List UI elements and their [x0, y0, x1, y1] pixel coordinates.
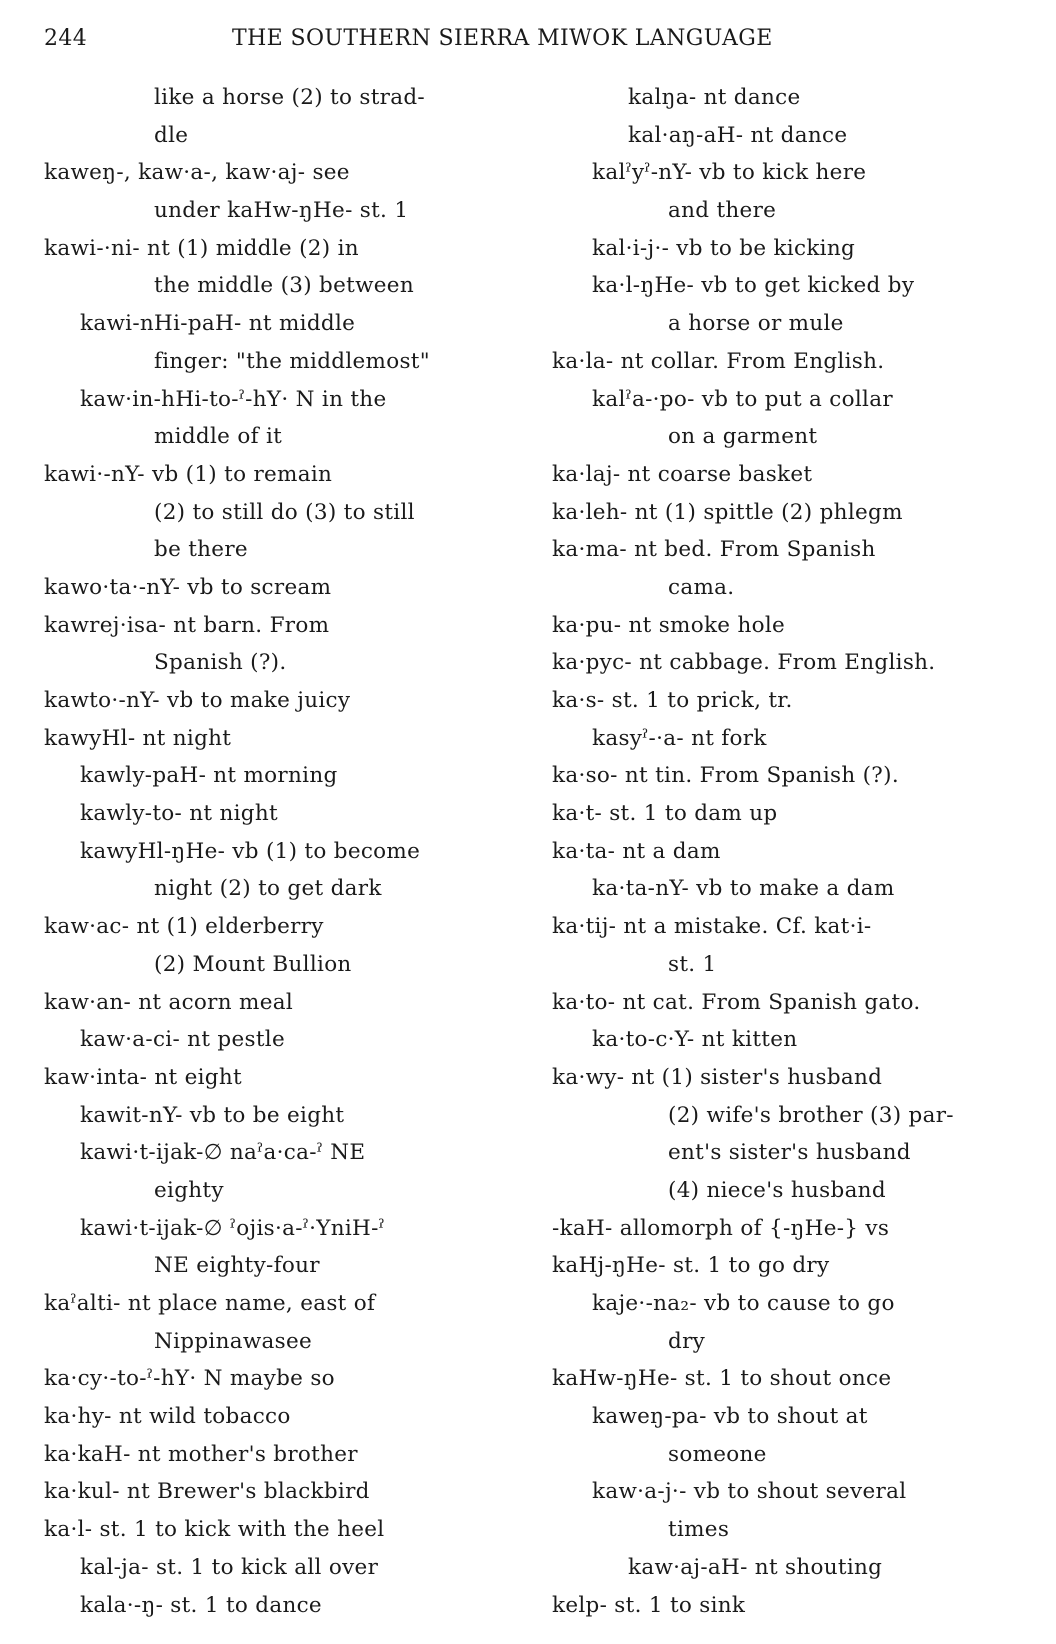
dictionary-entry-line: (2) to still do (3) to still	[154, 499, 415, 525]
dictionary-entry-line: kalŋa- nt dance	[628, 85, 801, 110]
dictionary-entry-line: kaw·a-ci- nt pestle	[80, 1027, 285, 1053]
dictionary-entry-line: night (2) to get dark	[154, 876, 382, 902]
dictionary-entry-line: ka·ta-nY- vb to make a dam	[592, 876, 895, 902]
dictionary-entry-line: cama.	[668, 574, 735, 600]
dictionary-entry-line: eighty	[154, 1177, 224, 1203]
dictionary-entry-line: (4) niece's husband	[668, 1177, 886, 1203]
dictionary-entry-headword-line: kaw·ac- nt (1) elderberry	[44, 914, 324, 940]
dictionary-entry-line: kaw·aj-aH- nt shouting	[628, 1554, 883, 1580]
dictionary-entry-line: kal·aŋ-aH- nt dance	[628, 122, 848, 148]
dictionary-entry-line: kaje·-na₂- vb to cause to go	[592, 1291, 895, 1316]
dictionary-entry-line: ka·to-c·Y- nt kitten	[592, 1027, 798, 1053]
dictionary-entry-line: times	[668, 1517, 730, 1543]
dictionary-entry-headword-line: ka·t- st. 1 to dam up	[552, 801, 778, 827]
dictionary-entry-headword-line: ka·ma- nt bed. From Spanish	[552, 537, 876, 563]
dictionary-entry-headword-line: ka·hy- nt wild tobacco	[44, 1404, 291, 1430]
dictionary-entry-line: ent's sister's husband	[668, 1140, 911, 1166]
dictionary-entry-line: kawit-nY- vb to be eight	[80, 1102, 345, 1128]
dictionary-entry-line: kawly-paH- nt morning	[80, 763, 338, 789]
dictionary-entry-line: kawly-to- nt night	[80, 801, 278, 827]
dictionary-entry-headword-line: -kaH- allomorph of {-ŋHe-} vs	[552, 1215, 890, 1241]
page-header	[0, 26, 1056, 56]
dictionary-entry-line: dle	[154, 122, 189, 148]
dictionary-entry-headword-line: kawi-·ni- nt (1) middle (2) in	[44, 235, 359, 261]
dictionary-entry-headword-line: kaˀalti- nt place name, east of	[44, 1291, 376, 1316]
dictionary-entry-line: like a horse (2) to strad-	[154, 85, 425, 110]
dictionary-entry-headword-line: ka·wy- nt (1) sister's husband	[552, 1064, 883, 1090]
running-title: THE SOUTHERN SIERRA MIWOK LANGUAGE	[232, 26, 773, 51]
dictionary-entry-headword-line: ka·so- nt tin. From Spanish (?).	[552, 763, 899, 789]
dictionary-entry-line: kaweŋ-pa- vb to shout at	[592, 1404, 868, 1430]
dictionary-entry-line: on a garment	[668, 424, 818, 450]
left-column	[44, 79, 524, 1624]
dictionary-entry-line: dry	[668, 1328, 706, 1354]
dictionary-entry-line: kawyHl-ŋHe- vb (1) to become	[80, 838, 421, 864]
dictionary-entry-headword-line: ka·laj- nt coarse basket	[552, 461, 813, 487]
dictionary-entry-line: kal·i-j·- vb to be kicking	[592, 235, 856, 261]
dictionary-entry-line: Spanish (?).	[154, 650, 287, 676]
dictionary-entry-line: the middle (3) between	[154, 273, 414, 299]
dictionary-entry-headword-line: ka·s- st. 1 to prick, tr.	[552, 688, 793, 713]
dictionary-entry-headword-line: kawrej·isa- nt barn. From	[44, 612, 330, 638]
dictionary-entry-headword-line: ka·l- st. 1 to kick with the heel	[44, 1517, 385, 1543]
dictionary-entry-headword-line: ka·leh- nt (1) spittle (2) phlegm	[552, 499, 903, 525]
dictionary-entry-line: (2) wife's brother (3) par-	[668, 1102, 954, 1128]
dictionary-entry-line: kaw·in-hHi-to-ˀ-hY· N in the	[80, 386, 387, 412]
dictionary-entry-line: kal-ja- st. 1 to kick all over	[80, 1554, 379, 1580]
dictionary-entry-headword-line: ka·pyc- nt cabbage. From English.	[552, 650, 936, 676]
dictionary-entry-line: kala·-ŋ- st. 1 to dance	[80, 1592, 322, 1618]
dictionary-entry-line: kaw·a-j·- vb to shout several	[592, 1479, 907, 1505]
dictionary-entry-line: someone	[668, 1441, 767, 1467]
dictionary-entry-line: NE eighty-four	[154, 1253, 320, 1279]
dictionary-entry-headword-line: ka·tij- nt a mistake. Cf. kat·i-	[552, 914, 872, 940]
dictionary-entry-line: under kaHw-ŋHe- st. 1	[154, 198, 409, 224]
dictionary-entry-line: finger: "the middlemost"	[154, 348, 430, 374]
dictionary-entry-headword-line: ka·pu- nt smoke hole	[552, 612, 786, 638]
dictionary-entry-headword-line: kawto·-nY- vb to make juicy	[44, 688, 351, 713]
dictionary-entry-line: kalˀyˀ-nY- vb to kick here	[592, 160, 867, 186]
dictionary-entry-line: ka·l-ŋHe- vb to get kicked by	[592, 273, 915, 299]
dictionary-entry-line: kasyˀ-·a- nt fork	[592, 725, 767, 751]
dictionary-entry-headword-line: ka·kul- nt Brewer's blackbird	[44, 1479, 370, 1505]
dictionary-entry-headword-line: kaweŋ-, kaw·a-, kaw·aj- see	[44, 160, 350, 186]
dictionary-entry-headword-line: kawo·ta·-nY- vb to scream	[44, 574, 332, 600]
dictionary-entry-headword-line: ka·to- nt cat. From Spanish gato.	[552, 989, 921, 1015]
dictionary-entry-line: middle of it	[154, 424, 283, 450]
dictionary-entry-line: kawi-nHi-paH- nt middle	[80, 311, 356, 337]
dictionary-entry-line: (2) Mount Bullion	[154, 951, 352, 977]
dictionary-entry-headword-line: kaHj-ŋHe- st. 1 to go dry	[552, 1253, 830, 1279]
dictionary-entry-headword-line: ka·kaH- nt mother's brother	[44, 1441, 358, 1467]
dictionary-entry-line: st. 1	[668, 951, 717, 977]
dictionary-entry-line: be there	[154, 537, 248, 563]
dictionary-entry-headword-line: kaw·an- nt acorn meal	[44, 989, 294, 1015]
dictionary-entry-headword-line: ka·ta- nt a dam	[552, 838, 721, 864]
dictionary-entry-line: and there	[668, 198, 777, 224]
dictionary-entry-headword-line: kaw·inta- nt eight	[44, 1064, 242, 1090]
right-column	[552, 79, 1022, 1624]
dictionary-entry-line: kalˀa-·po- vb to put a collar	[592, 386, 893, 412]
dictionary-entry-headword-line: ka·la- nt collar. From English.	[552, 348, 885, 374]
page-number: 244	[44, 26, 88, 51]
dictionary-entry-line: Nippinawasee	[154, 1328, 313, 1354]
dictionary-entry-line: kawi·t-ijak-∅ ˀojis·a-ˀ·YniH-ˀ	[80, 1215, 385, 1241]
dictionary-entry-headword-line: kelp- st. 1 to sink	[552, 1592, 746, 1618]
dictionary-entry-headword-line: kawyHl- nt night	[44, 725, 232, 751]
dictionary-entry-headword-line: ka·cy·-to-ˀ-hY· N maybe so	[44, 1366, 335, 1392]
dictionary-entry-line: kawi·t-ijak-∅ naˀa·ca-ˀ NE	[80, 1140, 366, 1166]
dictionary-entry-headword-line: kawi·-nY- vb (1) to remain	[44, 461, 333, 487]
dictionary-entry-headword-line: kaHw-ŋHe- st. 1 to shout once	[552, 1366, 892, 1392]
dictionary-entry-line: a horse or mule	[668, 311, 844, 337]
